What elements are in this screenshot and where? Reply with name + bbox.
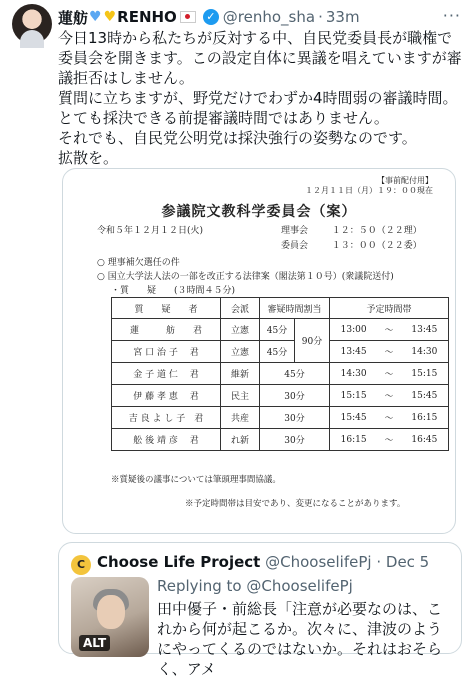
tweet-paragraph: 今日13時から私たちが反対する中、自民党委員長が職権で委員会を開きます。この設定自体に異議を唱えていますが審議拒否はしません。	[58, 29, 462, 87]
user-handle[interactable]: @renho_sha	[222, 8, 316, 26]
doc-as-of: １２月１１日（月）１９：００現在	[305, 186, 433, 195]
time-allocation: 30分	[260, 429, 330, 451]
alt-badge[interactable]: ALT	[79, 635, 110, 651]
timestamp[interactable]: 33m	[325, 8, 360, 26]
doc-agenda-item: ○ 理事補欠選任の件	[97, 258, 180, 268]
slot-start: 15:15	[330, 385, 378, 407]
doc-notice: 【事前配付用】	[377, 176, 433, 185]
meeting-time: １２：５０（２２理）	[331, 226, 422, 236]
questioner-name: 蓮 舫 君	[112, 319, 221, 341]
quoted-thumbnail[interactable]	[71, 577, 149, 657]
tweet-paragraph: 拡散を。	[58, 149, 119, 167]
blue-heart-icon: ♥	[89, 9, 102, 25]
separator-dot: ·	[376, 553, 382, 571]
quoted-handle[interactable]: @ChooselifePj	[265, 553, 372, 571]
table-header: 予定時間帯	[330, 298, 449, 319]
thumbnail-face	[97, 595, 125, 629]
slot-start: 14:30	[330, 363, 378, 385]
display-name[interactable]: 蓮舫	[58, 8, 89, 27]
attached-image[interactable]	[62, 168, 456, 534]
table-header-row	[112, 298, 449, 319]
party: れ新	[221, 429, 260, 451]
display-name-suffix[interactable]: RENHO	[117, 8, 177, 26]
meeting-label: 理事会	[281, 226, 309, 236]
joint-time-allocation: 90分	[295, 319, 330, 363]
quoted-tweet[interactable]	[58, 542, 462, 678]
separator-dot: ·	[318, 8, 323, 26]
yellow-heart-icon: ♥	[103, 9, 117, 25]
replying-handle[interactable]: @ChooselifePj	[246, 577, 353, 595]
tweet-paragraph: 質問に立ちますが、野党だけでわずか4時間弱の審議時間。とても採決できる前提審議時間ではありません。	[58, 89, 458, 127]
slot-end: 16:15	[401, 407, 449, 429]
table-row	[112, 319, 449, 341]
slot-start: 16:15	[330, 429, 378, 451]
meeting-time: １３：００（２２委）	[331, 241, 422, 251]
table-row	[112, 429, 449, 451]
questioner-name: 宮 口 治 子 君	[112, 341, 221, 363]
time-allocation: 30分	[260, 385, 330, 407]
table-header: 質 疑 者	[112, 298, 221, 319]
time-allocation: 30分	[260, 407, 330, 429]
slot-end: 14:30	[401, 341, 449, 363]
replying-to	[157, 577, 353, 595]
doc-agenda-item: ・質 疑 (３時間４５分)	[111, 286, 236, 296]
quoted-avatar	[71, 555, 91, 575]
slot-tilde: ～	[377, 363, 401, 385]
time-allocation: 45分	[260, 363, 330, 385]
verified-badge-icon[interactable]: ✓	[203, 9, 219, 25]
tweet-header	[58, 6, 463, 28]
quoted-display-name[interactable]: Choose Life Project	[97, 553, 261, 571]
quoted-date[interactable]: Dec 5	[385, 553, 430, 571]
party: 立憲	[221, 341, 260, 363]
slot-tilde: ～	[377, 407, 401, 429]
table-row	[112, 363, 449, 385]
party: 立憲	[221, 319, 260, 341]
slot-end: 15:15	[401, 363, 449, 385]
questioner-name: 吉 良 よ し 子 君	[112, 407, 221, 429]
replying-prefix: Replying to	[157, 577, 242, 595]
doc-note: ※質疑後の議事については筆頭理事間協議。	[111, 475, 281, 485]
questioner-name: 金 子 道 仁 君	[112, 363, 221, 385]
doc-date: 令和５年１２月１２日(火)	[97, 226, 204, 236]
time-allocation: 45分	[260, 341, 295, 363]
quoted-text: 田中優子・前総長「注意が必要なのは、これから何が起こるか。次々に、津波のようにやってくるのではないか。それはおそらく、アメ	[157, 600, 443, 678]
doc-meeting-row	[281, 238, 422, 251]
table-row	[112, 385, 449, 407]
time-allocation: 45分	[260, 319, 295, 341]
doc-title: 参議院文教科学委員会（案）	[161, 204, 357, 220]
slot-end: 13:45	[401, 319, 449, 341]
party: 共産	[221, 407, 260, 429]
table-row	[112, 341, 449, 363]
table-header: 会派	[221, 298, 260, 319]
slot-tilde: ～	[377, 319, 401, 341]
slot-end: 15:45	[401, 385, 449, 407]
party: 維新	[221, 363, 260, 385]
slot-start: 13:00	[330, 319, 378, 341]
slot-tilde: ～	[377, 385, 401, 407]
questioner-table	[111, 297, 449, 451]
tweet-paragraph: それでも、自民党公明党は採決強行の姿勢なのです。	[58, 129, 417, 147]
slot-tilde: ～	[377, 341, 401, 363]
japan-flag-icon	[180, 11, 196, 23]
questioner-name: 伊 藤 孝 恵 君	[112, 385, 221, 407]
doc-agenda-item: ○ 国立大学法人法の一部を改正する法律案（閣法第１０号）(衆議院送付)	[97, 272, 394, 282]
slot-start: 13:45	[330, 341, 378, 363]
table-row	[112, 407, 449, 429]
party: 民主	[221, 385, 260, 407]
doc-note: ※予定時間帯は目安であり、変更になることがあります。	[185, 499, 406, 509]
meeting-label: 委員会	[281, 241, 309, 251]
slot-start: 15:45	[330, 407, 378, 429]
questioner-name: 舩 後 靖 彦 君	[112, 429, 221, 451]
table-header: 審疑時間割当	[260, 298, 330, 319]
doc-meeting-row	[281, 223, 422, 236]
avatar[interactable]	[12, 4, 52, 44]
more-icon[interactable]: ···	[442, 6, 461, 25]
quoted-header	[97, 553, 429, 571]
slot-end: 16:45	[401, 429, 449, 451]
tweet-text	[58, 28, 463, 168]
slot-tilde: ～	[377, 429, 401, 451]
